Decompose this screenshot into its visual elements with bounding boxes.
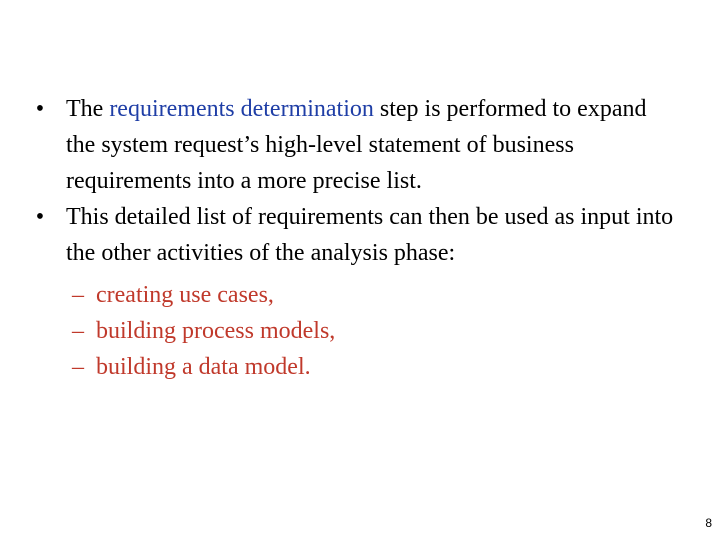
sub-list [72,277,335,385]
dash-icon: – [72,282,84,308]
sub-item-text: building a data model. [96,354,311,380]
sub-item-use-cases [72,277,335,313]
sub-item-process-models [72,313,335,349]
bullet-list [30,91,680,271]
dash-icon: – [72,318,84,344]
sub-item-data-model [72,349,335,385]
bullet-text-post: step is performed to expand the system request’s high-level statement of business requirements into a more precise list. [66,96,647,194]
sub-item-text: creating use cases, [96,282,274,308]
highlight-term: requirements determination [109,96,374,122]
sub-item-text: building process models, [96,318,336,344]
dash-icon: – [72,354,84,380]
page-number: 8 [705,516,712,530]
bullet-text-pre: The [66,96,110,122]
bullet-text: This detailed list of requirements can then be used as input into the other activities of the analysis phase: [66,204,674,266]
bullet-icon: • [35,96,45,122]
bullet-detailed-list [30,199,680,271]
bullet-requirements-determination [30,91,680,199]
bullet-icon: • [35,204,45,230]
